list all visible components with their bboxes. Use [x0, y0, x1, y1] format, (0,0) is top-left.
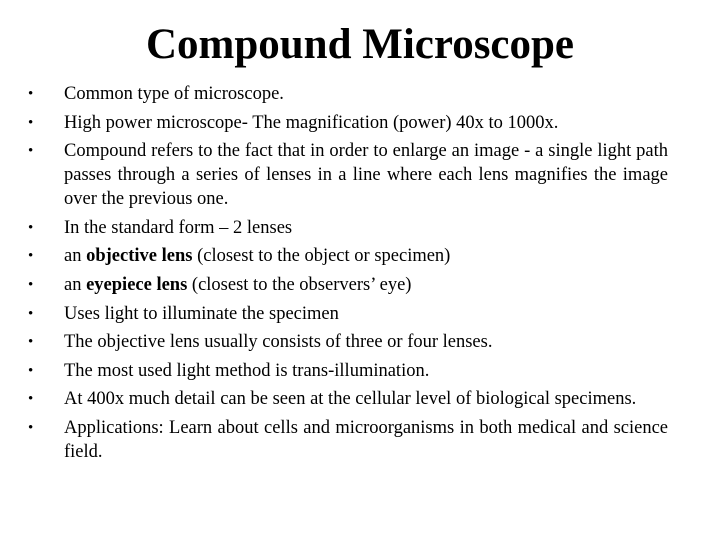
- bullet-text: Uses light to illuminate the specimen: [64, 303, 339, 324]
- bullet-text: In the standard form – 2 lenses: [64, 217, 293, 238]
- bullet-marker: •: [28, 219, 34, 236]
- bullet-item: [28, 139, 668, 211]
- bullet-marker: •: [28, 419, 34, 436]
- bullet-marker: •: [28, 305, 34, 322]
- bullet-marker: •: [28, 248, 34, 265]
- term-objective-lens: objective lens: [86, 246, 193, 267]
- bullet-marker: •: [28, 114, 34, 131]
- bullet-text: The objective lens usually consists of three or four lenses.: [64, 332, 493, 353]
- bullet-item: [28, 302, 668, 326]
- bullet-text: Common type of microscope.: [64, 84, 284, 104]
- bullet-item: [28, 244, 668, 268]
- bullet-marker: •: [28, 362, 34, 379]
- slide-title: Compound Microscope: [145, 21, 575, 68]
- term-eyepiece-lens: eyepiece lens: [86, 274, 188, 295]
- bullet-text: The most used light method is trans-illumination.: [64, 360, 430, 381]
- bullet-item: [28, 273, 668, 297]
- bullet-item: [28, 330, 668, 354]
- bullet-text-post: (closest to the observers’ eye): [187, 274, 412, 295]
- bullet-item: [28, 416, 668, 464]
- bullet-marker: •: [28, 391, 34, 408]
- bullet-list: [28, 82, 668, 469]
- bullet-item: [28, 387, 668, 411]
- bullet-item: [28, 216, 668, 240]
- bullet-marker: •: [28, 143, 34, 160]
- bullet-text-pre: an: [64, 246, 87, 267]
- bullet-text-post: (closest to the object or specimen): [192, 246, 451, 267]
- bullet-text: At 400x much detail can be seen at the cellular level of biological specimens.: [64, 389, 637, 410]
- bullet-text: Compound refers to the fact that in order to enlarge an image - a single light path passes through a series of lenses in a line where each lens magnifies the image over the previous one.: [64, 141, 668, 210]
- bullet-item: [28, 359, 668, 383]
- bullet-item: [28, 82, 668, 106]
- bullet-marker: •: [28, 86, 34, 102]
- bullet-text-pre: an: [64, 274, 87, 295]
- bullet-text: High power microscope- The magnification (power) 40x to 1000x.: [64, 112, 559, 133]
- bullet-item: [28, 111, 668, 135]
- bullet-marker: •: [28, 276, 34, 293]
- bullet-text: Applications: Learn about cells and microorganisms in both medical and science field.: [64, 417, 668, 462]
- bullet-marker: •: [28, 334, 34, 351]
